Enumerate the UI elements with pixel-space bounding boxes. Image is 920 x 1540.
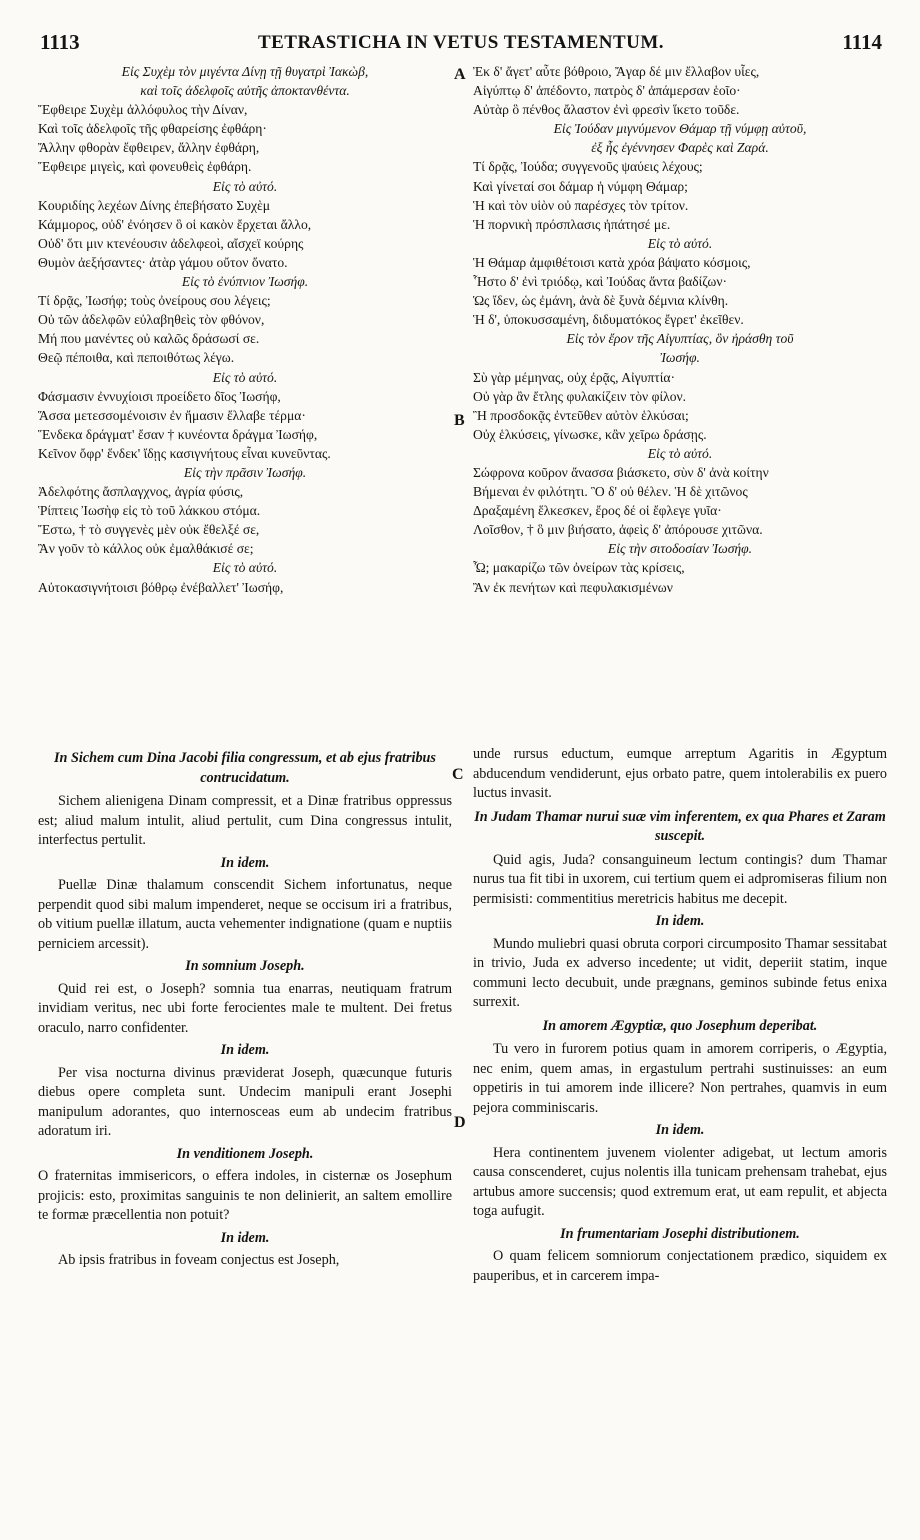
greek-column-left bbox=[38, 62, 452, 727]
latin-column-right bbox=[473, 745, 887, 1535]
verse-line: Οὐδ' ὅτι μιν κτενέουσιν ἀδελφεοὶ, αἴσχεϊ κούρης bbox=[38, 235, 304, 251]
verse-line: Ἧστο δ' ἐνὶ τριόδῳ, καὶ Ἰούδας ἄντα βαδίζων· bbox=[473, 274, 728, 290]
verse-line: Σὺ γὰρ μέμηνας, οὐχ ἐρᾷς, Αἰγυπτία· bbox=[473, 369, 676, 385]
verse-line: Ἔφθειρε Συχὲμ ἀλλόφυλος τὴν Δίναν, bbox=[38, 102, 248, 118]
page-number-left: 1113 bbox=[40, 30, 80, 54]
verse-line: Ἡ δ', ὑποκυσσαμένη, διδυματόκος ἔγρετ' ἐκεῖθεν. bbox=[473, 312, 744, 328]
subsection-heading: Εἰς τὸ αὐτό. bbox=[212, 369, 278, 385]
verse-line: Καὶ τοῖς ἀδελφοῖς τῆς φθαρείσης ἐφθάρη· bbox=[38, 121, 267, 137]
greek-column-right bbox=[473, 62, 887, 727]
subsection-heading: In idem. bbox=[655, 913, 705, 929]
verse-line: Καὶ γίνεταί σοι δάμαρ ἡ νύμφη Θάμαρ; bbox=[473, 178, 688, 194]
verse-line: Ἅσσα μετεσσομένοισιν ἐν ἤμασιν ἔλλαβε τέρμα· bbox=[38, 407, 306, 423]
verse-line: Τί δρᾷς, Ἰωσήφ; τοὺς ὀνείρους σου λέγεις; bbox=[38, 293, 271, 309]
verse-line: Οὐ τῶν ἀδελφῶν εὐλαβηθεὶς τὸν φθόνον, bbox=[38, 312, 265, 328]
paragraph: Per visa nocturna divinus præviderat Joseph, quæcunque futuris diebus opere completa sunt. Undecim manipuli erant Josephi manipulum adorantes, quo internosceas eum ab undecim fratribus adoratum iri. bbox=[38, 1064, 452, 1139]
verse-line: Ἂν γοῦν τὸ κάλλος οὐκ ἐμαλθάκισέ σε; bbox=[38, 541, 254, 557]
paragraph: Tu vero in furorem potius quam in amorem corriperis, o Ægyptia, nec enim, quem amas, in ergastulum pertrahi sustinuisses: an eum oppetiris in tui amorem inde illicere? Non pertrahes, quamvis in eum pejora comminiscaris. bbox=[473, 1041, 887, 1116]
paragraph: Mundo muliebri quasi obruta corpori circumposito Thamar sessitabat in trivio, Juda ex adverso incedente; ut vidit, deperiit statim, inque communi lecto decubuit, unde prægnans, geminos subinde fetus enixa surrexit. bbox=[473, 935, 887, 1010]
paragraph: unde rursus eductum, eumque arreptum Agaritis in Ægyptum abducendum vendiderunt, ejus orbato patre, quem intolerabilis ex puero luctus invasit. bbox=[473, 746, 887, 801]
verse-line: Φάσμασιν ἐννυχίοισι προείδετο δῖος Ἰωσήφ, bbox=[38, 388, 281, 404]
section-title: Εἰς Ἰούδαν μιγνύμενον Θάμαρ τῇ νύμφῃ αὐτοῦ, bbox=[553, 121, 807, 137]
paragraph: Hera continentem juvenem violenter adigebat, ut lectum amoris causa conscenderet, cujus nolentis illa tunicam prehensam trahebat, ejus artubus amore succensis; quod extremum erat, ut eam repulit, et abjecta toga aufugit. bbox=[473, 1144, 887, 1219]
verse-line: Ἐκ δ' ἄγετ' αὖτε βόθροιο, Ἄγαρ δέ μιν ἔλλαβον υἷες, bbox=[473, 64, 760, 79]
subsection-heading: Εἰς τὸ αὐτό. bbox=[647, 235, 713, 251]
page-number-right: 1114 bbox=[842, 30, 882, 54]
verse-line: Αἰγύπτῳ δ' ἀπέδοντο, πατρὸς δ' ἀπάμερσαν ἑοῖο· bbox=[473, 83, 741, 99]
verse-line: Σώφρονα κοῦρον ἄνασσα βιάσκετο, σὺν δ' ἀνὰ κοίτην bbox=[473, 464, 769, 480]
verse-line: Κουριδίης λεχέων Δίνης ἐπεβήσατο Συχὲμ bbox=[38, 197, 271, 213]
running-title: TETRASTICHA IN VETUS TESTAMENTUM. bbox=[257, 32, 665, 53]
verse-line: Ἡ καὶ τὸν υἱὸν οὐ παρέσχες τὸν τρίτον. bbox=[473, 197, 689, 213]
margin-marker-b: B bbox=[454, 412, 465, 429]
paragraph: Sichem alienigena Dinam compressit, et a Dinæ fratribus oppressus est; aliud malum intulit, aliud pertulit, cum Dina congressus intulit, interfectus pertulit. bbox=[38, 793, 452, 848]
verse-line: Ἔστω, † τὸ συγγενὲς μὲν οὐκ ἔθελξέ σε, bbox=[38, 522, 260, 538]
section-title: In Judam Thamar nurui suæ vim inferentem, ex qua Phares et Zaram suscepit. bbox=[474, 808, 886, 844]
subsection-heading: Εἰς τὸ αὐτό. bbox=[212, 178, 278, 194]
margin-marker-a: A bbox=[454, 66, 466, 83]
verse-line: Τί δρᾷς, Ἰούδα; συγγενοῦς ψαύεις λέχους; bbox=[473, 159, 703, 175]
verse-line: Ἂν ἐκ πενήτων καὶ πεφυλακισμένων bbox=[473, 579, 673, 595]
verse-line: Δραξαμένη ἕλκεσκεν, ἔρος δέ οἱ ἔφλεγε γυῖα· bbox=[473, 503, 722, 519]
paragraph: O fraternitas immisericors, o effera indoles, in cisternæ os Josephum projicis: esto, proximitas sanguinis te non delinierit, an saltem emollire te formæ præcellentia non potuit? bbox=[38, 1168, 452, 1223]
verse-line: Αὐτὰρ ὃ πένθος ἄλαστον ἐνὶ φρεσὶν ἵκετο τοῦδε. bbox=[473, 102, 740, 118]
subsection-heading: In frumentariam Josephi distributionem. bbox=[560, 1225, 800, 1242]
verse-line: Κεῖνον ὄφρ' ἕνδεκ' ἴδῃς κασιγνήτους εἶναι κυνεῦντας. bbox=[38, 445, 331, 461]
section-title: Ἰωσήφ. bbox=[660, 350, 700, 366]
verse-line: Ῥίπτεις Ἰωσὴφ εἰς τὸ τοῦ λάκκου στόμα. bbox=[38, 503, 261, 519]
subsection-heading: In venditionem Joseph. bbox=[176, 1145, 314, 1162]
verse-line: Λοῖσθον, † ὃ μιν βιήσατο, ἀφεὶς δ' ἀπόρουσε χιτῶνα. bbox=[473, 522, 763, 538]
margin-marker-d: D bbox=[454, 1114, 466, 1131]
verse-line: Ἡ πορνικὴ πρόσπλασις ἠπάτησέ με. bbox=[473, 216, 671, 232]
verse-line: Βήμεναι ἐν φιλότητι. Ὃ δ' οὐ θέλεν. Ἡ δὲ χιτῶνος bbox=[473, 484, 748, 500]
subsection-heading: In idem. bbox=[220, 854, 270, 871]
subsection-heading: Εἰς τὸ αὐτό. bbox=[647, 445, 713, 461]
subsection-heading: Εἰς τὴν πρᾶσιν Ἰωσήφ. bbox=[183, 464, 307, 480]
verse-line: Μή που μανέντες οὐ καλῶς δράσωσί σε. bbox=[38, 331, 260, 347]
verse-line: Ἄλλην φθορὰν ἔφθειρεν, ἄλλην ἐφθάρη, bbox=[38, 140, 260, 156]
verse-line: Ἔφθειρε μιγεὶς, καὶ φονευθεὶς ἐφθάρη. bbox=[38, 159, 252, 175]
subsection-heading: Εἰς τὸ ἐνύπνιον Ἰωσήφ. bbox=[181, 274, 309, 290]
paragraph: Quid rei est, o Joseph? somnia tua enarras, neutiquam fratrum invidiam veritus, nec ubi forte ferocientes male te multent. Dei fretus oraculo, narro confidenter. bbox=[38, 980, 452, 1036]
verse-line: Ἢ προσδοκᾷς ἐντεῦθεν αὐτὸν ἑλκύσαι; bbox=[473, 407, 689, 423]
verse-line: Αὐτοκασιγνήτοισι βόθρῳ ἐνέβαλλετ' Ἰωσήφ, bbox=[38, 579, 284, 595]
subsection-heading: Εἰς τὸ αὐτό. bbox=[212, 560, 278, 576]
verse-line: Ἡ Θάμαρ ἀμφιθέτοισι κατὰ χρόα βάψατο κόσμοις, bbox=[473, 254, 751, 270]
paragraph: Puellæ Dinæ thalamum conscendit Sichem infortunatus, neque perpendit quod sibi malum impenderet, neque se occisum iri a fratribus, ob vitium puellæ illatum, aucta vehementer indignatione (quam e nuptiis perniciem arcessit). bbox=[38, 877, 452, 952]
latin-column-left bbox=[38, 745, 452, 1535]
subsection-heading: In idem. bbox=[220, 1229, 270, 1246]
section-title: Εἰς Συχὲμ τὸν μιγέντα Δίνῃ τῇ θυγατρὶ Ἰακὼβ, bbox=[121, 64, 369, 79]
subsection-heading: Εἰς τὴν σιτοδοσίαν Ἰωσήφ. bbox=[607, 541, 753, 557]
verse-line: Ἀδελφότης ἄσπλαγχνος, ἀγρία φύσις, bbox=[38, 484, 244, 500]
verse-line: Ἕνδεκα δράγματ' ἔσαν † κυνέοντα δράγμα Ἰωσήφ, bbox=[38, 426, 318, 442]
verse-line: Οὐχ ἑλκύσεις, γίνωσκε, κἂν χεῖρω δράσῃς. bbox=[473, 426, 707, 442]
section-title: ἐξ ἧς ἐγέννησεν Φαρὲς καὶ Ζαρά. bbox=[591, 140, 769, 156]
subsection-heading: In somnium Joseph. bbox=[185, 958, 305, 974]
paragraph: Quid agis, Juda? consanguineum lectum contingis? dum Thamar nurus tua fit tibi in uxorem, cui tertium quem ei adpromiseras filium non permisisti: commentitius meretricis habitus me decepit. bbox=[473, 851, 887, 907]
verse-line: Θεῷ πέποιθα, καὶ πεποιθότως λέγω. bbox=[38, 350, 235, 366]
section-title: In amorem Ægyptiæ, quo Josephum deperibat. bbox=[542, 1017, 818, 1034]
paragraph: Ab ipsis fratribus in foveam conjectus est Joseph, bbox=[58, 1252, 340, 1268]
paragraph: O quam felicem somniorum conjectationem prædico, siquidem ex pauperibus, et in carcerem impa- bbox=[473, 1248, 887, 1284]
section-title: In Sichem cum Dina Jacobi filia congressum, et ab ejus fratribus contrucidatum. bbox=[54, 750, 436, 786]
subsection-heading: In idem. bbox=[220, 1042, 270, 1058]
verse-line: Ὡς ἴδεν, ὡς ἐμάνη, ἀνὰ δὲ ξυνὰ δέμνια κλίνθη. bbox=[473, 293, 729, 309]
verse-line: Κάμμορος, οὐδ' ἐνόησεν ὃ οἱ κακὸν ἔρχεται ἄλλο, bbox=[38, 216, 312, 232]
verse-line: Οὐ γὰρ ἂν ἔτλης φυλακίζειν τὸν φίλον. bbox=[473, 388, 687, 404]
verse-line: Ὦ; μακαρίζω τῶν ὀνείρων τὰς κρίσεις, bbox=[473, 560, 685, 576]
verse-line: Θυμὸν ἀεξήσαντες· ἀτὰρ γάμου οὔτον ὄνατο. bbox=[38, 254, 288, 270]
margin-marker-c: C bbox=[452, 766, 464, 783]
section-title: Εἰς τὸν ἔρον τῆς Αἰγυπτίας, ὃν ἠράσθη τοῦ bbox=[566, 331, 794, 347]
subsection-heading: In idem. bbox=[655, 1122, 705, 1138]
page-header bbox=[40, 30, 882, 60]
section-title: καὶ τοῖς ἀδελφοῖς αὐτῆς ἀποκτανθέντα. bbox=[140, 83, 350, 99]
